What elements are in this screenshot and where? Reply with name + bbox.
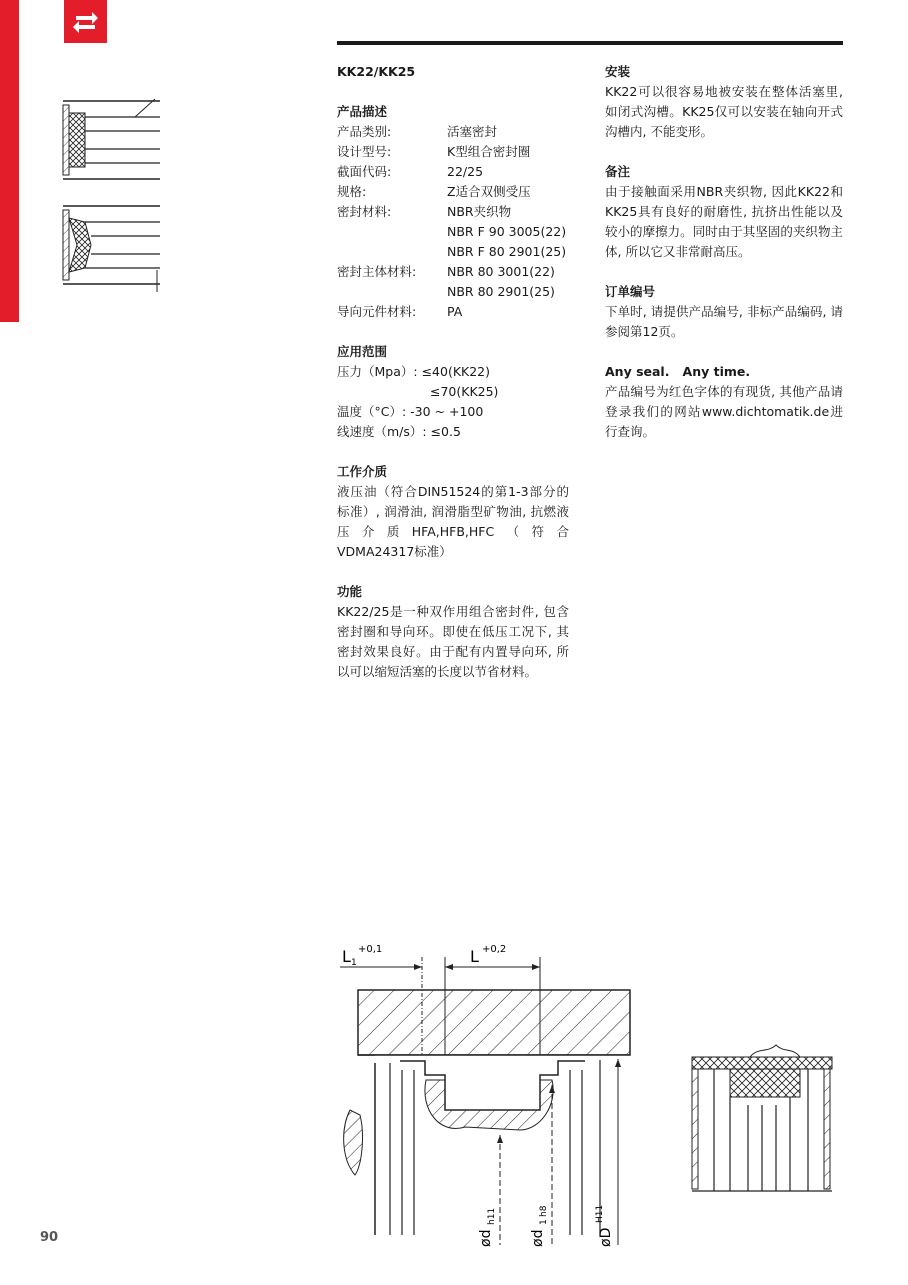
- pressure-line-2: ≤70(KK25): [430, 384, 499, 399]
- range-title: 应用范围: [337, 344, 388, 359]
- dim-D-H11: øD: [598, 1227, 614, 1247]
- installation-drawing: [330, 935, 850, 1255]
- notes-title: 备注: [605, 164, 631, 179]
- desc-row: [337, 302, 569, 322]
- notes-text: 由于接触面采用NBR夹织物, 因此KK22和KK25具有良好的耐磨性, 抗挤出性能以及较小的摩擦力。同时由于其坚固的夹织物主体, 所以它又非常耐高压。: [605, 184, 843, 259]
- temperature-line: 温度（°C）: -30 ~ +100: [337, 404, 484, 419]
- install-text: KK22可以很容易地被安装在整体活塞里, 如闭式沟槽。KK25仅可以安装在轴向开式沟槽内, 不能变形。: [605, 84, 843, 139]
- desc-row: [337, 122, 569, 142]
- desc-value: 22/25: [447, 164, 484, 179]
- desc-key: [337, 222, 447, 242]
- dim-l: L: [470, 947, 479, 966]
- right-column: [605, 62, 843, 442]
- desc-value: NBR F 80 2901(25): [447, 244, 567, 259]
- desc-key: [337, 282, 447, 302]
- top-rule: [337, 41, 843, 45]
- any-seal-text: 产品编号为红色字体的有现货, 其他产品请登录我们的网站www.dichtomatik.de进行查询。: [605, 384, 843, 439]
- dim-l1-sub: 1: [351, 958, 357, 968]
- desc-row: [337, 262, 569, 282]
- desc-row: [337, 282, 569, 302]
- media-title: 工作介质: [337, 464, 388, 479]
- product-heading: KK22/KK25: [337, 64, 416, 79]
- logo: [64, 0, 107, 43]
- any-seal-title: Any seal. Any time.: [605, 364, 751, 379]
- pressure-line-1: 压力（Mpa）: ≤40(KK22): [337, 364, 490, 379]
- install-title: 安装: [605, 64, 631, 79]
- desc-value: PA: [447, 304, 463, 319]
- function-text: KK22/25是一种双作用组合密封件, 包含密封圈和导向环。即使在低压工况下, 其密封效果良好。由于配有内置导向环, 所以可以缩短活塞的长度以节省材料。: [337, 604, 569, 679]
- desc-value: NBR夹织物: [447, 204, 512, 219]
- dim-d-h11: ød: [478, 1229, 494, 1247]
- desc-value: Z适合双侧受压: [447, 184, 531, 199]
- order-title: 订单编号: [605, 284, 656, 299]
- dim-d1-h8-tol: h8: [539, 1205, 549, 1217]
- desc-key: 密封主体材料:: [337, 264, 417, 279]
- desc-row: [337, 182, 569, 202]
- desc-row: [337, 202, 569, 222]
- seal-profile-image-kk25: [55, 200, 165, 295]
- left-column: [337, 62, 569, 682]
- desc-key: 规格:: [337, 184, 367, 199]
- speed-line: 线速度（m/s）: ≤0.5: [337, 424, 461, 439]
- desc-key: [337, 242, 447, 262]
- desc-key: 设计型号:: [337, 144, 392, 159]
- function-title: 功能: [337, 584, 363, 599]
- desc-row: [337, 222, 569, 242]
- desc-value: NBR 80 2901(25): [447, 284, 555, 299]
- desc-value: 活塞密封: [447, 124, 498, 139]
- dim-d1-h8-sub: 1: [539, 1219, 549, 1225]
- order-text: 下单时, 请提供产品编号, 非标产品编码, 请参阅第12页。: [605, 304, 843, 339]
- dim-l1: L: [342, 947, 351, 966]
- desc-value: NBR F 90 3005(22): [447, 224, 567, 239]
- desc-key: 密封材料:: [337, 204, 392, 219]
- desc-value: K型组合密封圈: [447, 144, 531, 159]
- desc-value: NBR 80 3001(22): [447, 264, 555, 279]
- desc-key: 产品类别:: [337, 124, 392, 139]
- desc-key: 截面代码:: [337, 164, 392, 179]
- double-arrow-icon: [64, 0, 107, 43]
- dim-l-tol: +0,2: [482, 944, 507, 955]
- seal-profile-image-kk22: [55, 95, 165, 185]
- desc-table: [337, 122, 569, 322]
- dim-d1-h8: ød: [530, 1229, 546, 1247]
- desc-row: [337, 242, 569, 262]
- page-number: 90: [40, 1230, 59, 1245]
- desc-title: 产品描述: [337, 104, 388, 119]
- media-text: 液压油（符合DIN51524的第1-3部分的标准）, 润滑油, 润滑脂型矿物油, 抗燃液压介质HFA,HFB,HFC（符合VDMA24317标准）: [337, 484, 569, 559]
- dim-l1-tol: +0,1: [358, 944, 383, 955]
- side-color-bar: [0, 0, 19, 322]
- dim-D-H11-tol: H11: [595, 1204, 605, 1223]
- dim-d-h11-tol: h11: [487, 1207, 497, 1225]
- desc-row: [337, 162, 569, 182]
- desc-key: 导向元件材料:: [337, 304, 417, 319]
- desc-row: [337, 142, 569, 162]
